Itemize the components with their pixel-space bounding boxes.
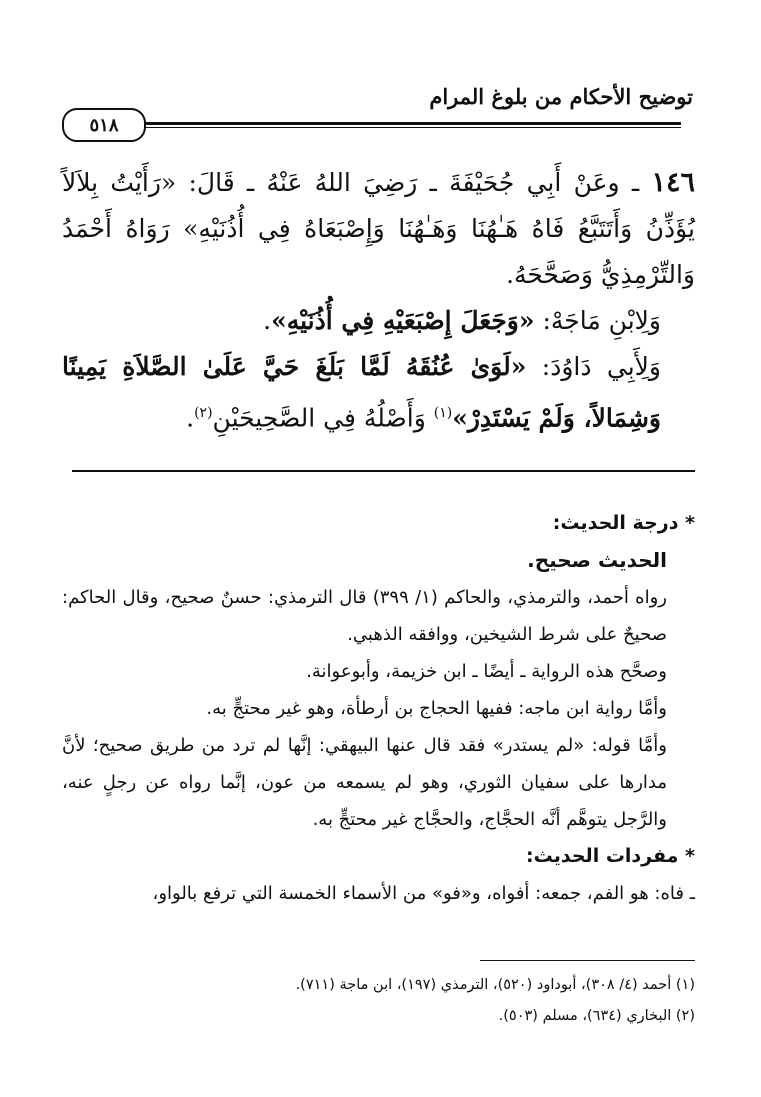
grade-heading: * درجة الحديث: xyxy=(552,512,695,534)
page-number: ٥١٨ xyxy=(89,114,119,136)
vocab-paragraph-1: ـ فاه: هو الفم، جمعه: أفواه، و«فو» من الأسماء الخمسة التي ترفع بالواو، xyxy=(152,883,695,904)
footnote-marker-2: (٢) xyxy=(194,405,213,421)
ibn-majah-quote: «وَجَعَلَ إِصْبَعَيْهِ فِي أُذُنَيْهِ» xyxy=(271,306,535,335)
footnote-marker-1: (١) xyxy=(433,405,453,421)
ibn-majah-prefix: وَلِابْنِ مَاجَهْ: xyxy=(542,306,661,335)
hadith-paragraph-3: وَلِأَبِي دَاوُدَ: «لَوَىٰ عُنُقَهُ لَمَّا بَلَغَ حَيَّ عَلَىٰ الصَّلاَةِ يَمِينًا وَشِمَالاً، وَلَمْ يَسْتَدِرْ»$^{(١)}$ وَأَصْلُهُ فِي الصَّحِيحَيْنِ$^{(٢)}$. xyxy=(62,352,662,433)
footnotes xyxy=(62,970,695,1032)
grade-paragraph-2: وصحَّح هذه الرواية ـ أيضًا ـ ابن خزيمة، وأبوعوانة. xyxy=(306,661,667,682)
header-rule-thin xyxy=(68,127,681,128)
hadith-block xyxy=(62,160,695,441)
commentary-block xyxy=(62,505,695,912)
footnote-rule xyxy=(480,960,695,961)
header-rule xyxy=(68,122,681,125)
grade-paragraph-1: رواه أحمد، والترمذي، والحاكم (١/ ٣٩٩) قال الترمذي: حسنٌ صحيح، وقال الحاكم: صحيحٌ على شرط الشيخين، ووافقه الذهبي. xyxy=(62,587,667,645)
hadith-text: ـ وعَنْ أَبِي جُحَيْفَةَ ـ رَضِيَ اللهُ عَنْهُ ـ قَالَ: «رَأَيْتُ بِلاَلاً يُؤَذِّنُ وَأَتَتَبَّعُ فَاهُ هَـٰهُنَا وَهَـٰهُنَا وَإِصْبَعَاهُ فِي أُذُنَيْهِ» رَوَاهُ أَحْمَدُ وَالتِّرْمِذِيُّ وَصَحَّحَهُ. xyxy=(62,168,695,289)
page-number-badge xyxy=(62,108,146,142)
grade-paragraph-4: وأمَّا قوله: «لم يستدر» فقد قال عنها البيهقي: إنَّها لم ترد من طريق صحيح؛ لأنَّ مدارها على سفيان الثوري، وهو لم يسمعه من عون، إنَّما رواه عن رجلٍ عنه، والرَّجل يتوهَّم أنَّه الحجَّاج، والحجَّاج غير محتجٍّ به. xyxy=(62,735,667,830)
section-divider xyxy=(72,470,695,472)
hadith-paragraph-1 xyxy=(62,160,695,298)
footnote-2: (٢) البخاري (٦٣٤)، مسلم (٥٠٣). xyxy=(498,1008,695,1024)
running-title: توضيح الأحكام من بلوغ المرام xyxy=(429,84,693,109)
abu-dawud-prefix: وَلِأَبِي دَاوُدَ: xyxy=(541,352,662,381)
hadith-paragraph-2: وَلِابْنِ مَاجَهْ: «وَجَعَلَ إِصْبَعَيْهِ فِي أُذُنَيْهِ». xyxy=(263,306,661,335)
sahihain-text: وَأَصْلُهُ فِي الصَّحِيحَيْنِ xyxy=(212,403,426,433)
vocab-heading: * مفردات الحديث: xyxy=(526,845,695,867)
footnote-1: (١) أحمد (٤/ ٣٠٨)، أبوداود (٥٢٠)، الترمذي (١٩٧)، ابن ماجة (٧١١). xyxy=(295,977,695,993)
grade-paragraph-3: وأمَّا رواية ابن ماجه: ففيها الحجاج بن أرطأة، وهو غير محتجٍّ به. xyxy=(206,698,667,719)
grade-verdict: الحديث صحيح. xyxy=(527,548,667,572)
abu-dawud-quote: «لَوَىٰ عُنُقَهُ لَمَّا بَلَغَ حَيَّ عَلَىٰ الصَّلاَةِ يَمِينًا وَشِمَالاً، وَلَمْ يَسْتَدِرْ» xyxy=(62,352,661,433)
hadith-number: ١٤٦ xyxy=(651,167,696,198)
